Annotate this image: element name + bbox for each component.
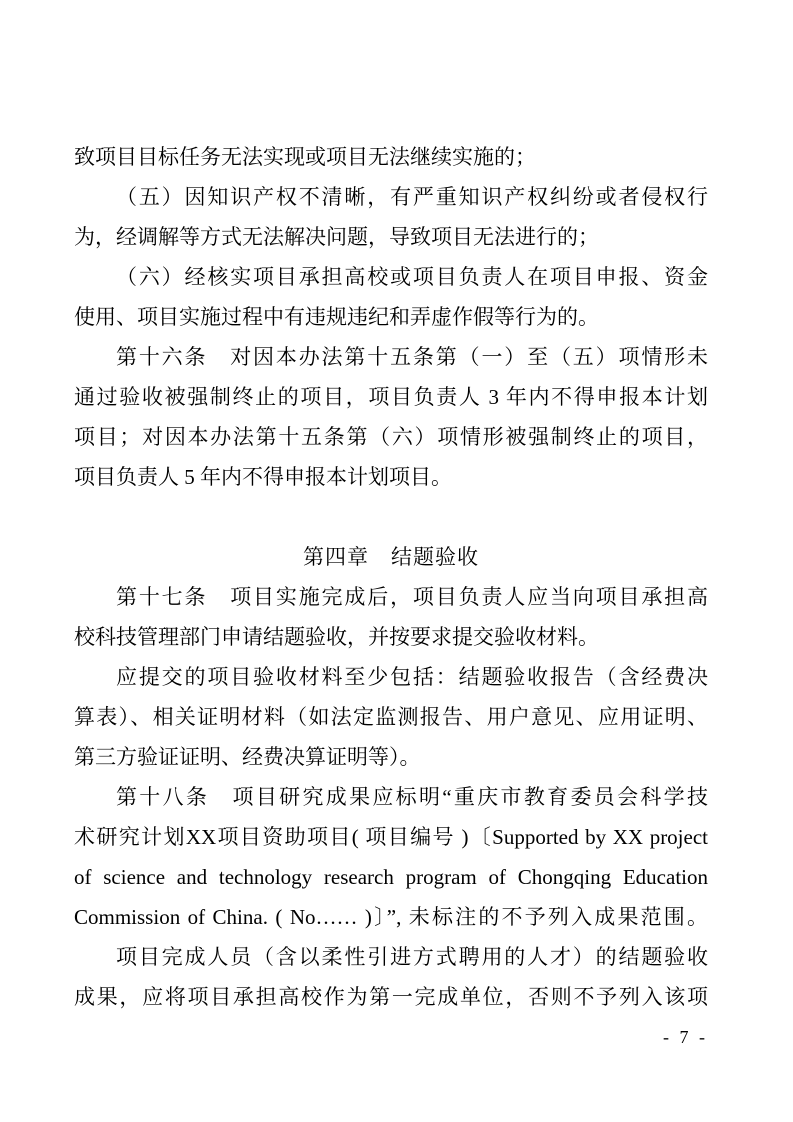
text-line: of science and technology research program of Chongqing Education (74, 865, 708, 889)
text-line: （六）经核实项目承担高校或项目负责人在项目申报、资金 (116, 265, 708, 289)
document-body (74, 137, 708, 1017)
text-line: 术研究计划XX项目资助项目( 项目编号 )〔Supported by XX project (74, 825, 708, 849)
text-line: 项目；对因本办法第十五条第（六）项情形被强制终止的项目， (74, 425, 708, 449)
text-line: 通过验收被强制终止的项目，项目负责人 3 年内不得申报本计划 (74, 385, 708, 409)
text-line: 第十七条 项目实施完成后，项目负责人应当向项目承担高 (116, 585, 708, 609)
text-line: （五）因知识产权不清晰，有严重知识产权纠纷或者侵权行 (116, 185, 708, 209)
text-line: 项目完成人员（含以柔性引进方式聘用的人才）的结题验收 (116, 945, 708, 969)
text-line: 项目负责人 5 年内不得申报本计划项目。 (74, 465, 452, 489)
text-line: 致项目目标任务无法实现或项目无法继续实施的； (74, 145, 536, 169)
text-line: 算表）、相关证明材料（如法定监测报告、用户意见、应用证明、 (74, 705, 708, 729)
text-line: 第三方验证证明、经费决算证明等）。 (74, 745, 421, 769)
text-line: 应提交的项目验收材料至少包括：结题验收报告（含经费决 (116, 665, 708, 689)
chapter-heading: 第四章 结题验收 (303, 545, 479, 569)
text-line: 成果，应将项目承担高校作为第一完成单位，否则不予列入该项 (74, 985, 708, 1009)
text-line: 校科技管理部门申请结题验收，并按要求提交验收材料。 (74, 625, 599, 649)
text-line: 第十六条 对因本办法第十五条第（一）至（五）项情形未 (116, 345, 708, 369)
text-line: 使用、项目实施过程中有违规违纪和弄虚作假等行为的。 (74, 305, 599, 329)
text-line: 第十八条 项目研究成果应标明“重庆市教育委员会科学技 (116, 785, 708, 809)
page-number: - 7 - (663, 1027, 708, 1047)
text-line: 为，经调解等方式无法解决问题，导致项目无法进行的； (74, 225, 599, 249)
text-line: Commission of China. ( No…… )〕”, 未标注的不予列入成果范围。 (74, 905, 708, 929)
